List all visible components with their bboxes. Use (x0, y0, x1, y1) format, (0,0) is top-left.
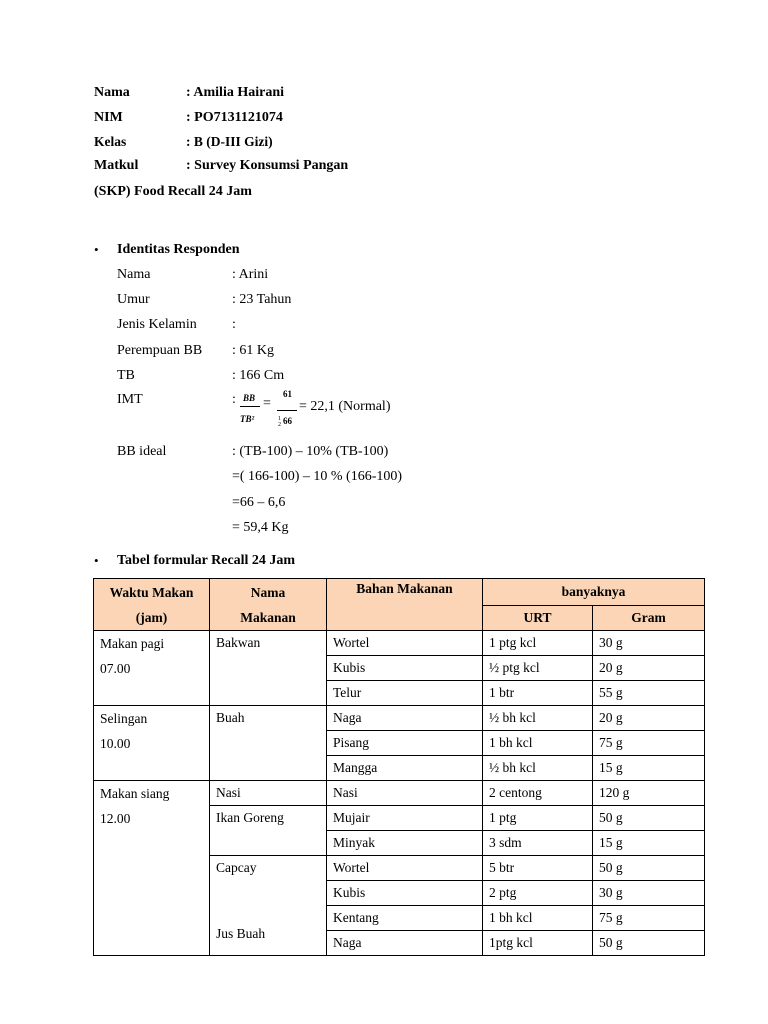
urt-cell: 1 ptg kcl (483, 631, 593, 656)
imt-denominator-small-2: 2 (278, 422, 281, 428)
age-label: Umur (117, 292, 150, 307)
urt-cell: 2 ptg (483, 881, 593, 906)
gram-cell: 20 g (593, 656, 705, 681)
urt-cell: 1 btr (483, 681, 593, 706)
imt-equals: = (263, 396, 271, 411)
ingredient-cell: Naga (327, 931, 483, 956)
ingredient-cell: Kubis (327, 881, 483, 906)
gram-cell: 20 g (593, 706, 705, 731)
ingredient-cell: Nasi (327, 781, 483, 806)
urt-cell: 2 centong (483, 781, 593, 806)
weight-value: : 61 Kg (232, 343, 274, 358)
col-header-food-name-line1: Nama (250, 584, 286, 600)
urt-cell: 3 sdm (483, 831, 593, 856)
ingredient-cell: Mangga (327, 756, 483, 781)
table-row (94, 781, 705, 806)
urt-cell: 1 bh kcl (483, 906, 593, 931)
meal-time-cell (94, 781, 210, 956)
urt-cell: ½ bh kcl (483, 706, 593, 731)
course-value: : Survey Konsumsi Pangan (186, 158, 349, 173)
imt-denominator-small: 1 (278, 416, 281, 422)
imt-denominator-66: 66 (283, 416, 292, 426)
meal-time-name: Selingan (100, 711, 148, 726)
ingredient-cell: Naga (327, 706, 483, 731)
imt-fraction-line-2 (277, 410, 297, 411)
name-label: Nama (94, 85, 130, 100)
ingredient-cell: Minyak (327, 831, 483, 856)
gram-cell: 120 g (593, 781, 705, 806)
height-label: TB (117, 368, 135, 383)
table-row (94, 631, 705, 656)
imt-numerator-bb: BB (243, 393, 256, 403)
bullet-icon: • (94, 553, 99, 568)
table-section-title: Tabel formular Recall 24 Jam (117, 553, 296, 568)
respondent-name-value: : Arini (232, 267, 269, 282)
ideal-weight-line: =( 166-100) – 10 % (166-100) (232, 469, 403, 484)
food-name-cell (210, 856, 327, 956)
ideal-weight-result: = 59,4 Kg (232, 520, 289, 535)
name-value: : Amilia Hairani (186, 85, 284, 100)
ingredient-cell: Kubis (327, 656, 483, 681)
imt-label: IMT (117, 392, 143, 407)
urt-cell: 1ptg kcl (483, 931, 593, 956)
table-row (94, 706, 705, 731)
height-value: : 166 Cm (232, 368, 285, 383)
urt-cell: ½ ptg kcl (483, 656, 593, 681)
col-header-urt: URT (483, 606, 593, 631)
imt-numerator-61: 61 (283, 389, 292, 399)
gram-cell: 50 g (593, 856, 705, 881)
nim-value: : PO7131121074 (186, 110, 283, 125)
urt-cell: 1 bh kcl (483, 731, 593, 756)
food-name-spacer (216, 878, 320, 924)
col-header-gram: Gram (593, 606, 705, 631)
gram-cell: 75 g (593, 906, 705, 931)
meal-time-cell (94, 631, 210, 706)
col-header-food-name-line2: Makanan (240, 609, 296, 625)
ingredient-cell: Wortel (327, 856, 483, 881)
food-name-cell: Nasi (210, 781, 327, 806)
meal-time-name: Makan pagi (100, 636, 165, 651)
food-name-jus-buah: Jus Buah (216, 926, 266, 941)
gram-cell: 55 g (593, 681, 705, 706)
food-name-capcay: Capcay (216, 860, 257, 875)
meal-time-hour: 07.00 (100, 661, 131, 676)
ingredient-cell: Mujair (327, 806, 483, 831)
gram-cell: 50 g (593, 931, 705, 956)
col-header-meal-time (94, 579, 210, 631)
food-recall-table (93, 578, 705, 956)
col-header-food-name (210, 579, 327, 631)
ingredient-cell: Telur (327, 681, 483, 706)
food-name-cell: Ikan Goreng (210, 806, 327, 856)
table-header-row (94, 579, 705, 606)
ideal-weight-line: : (TB-100) – 10% (TB-100) (232, 444, 389, 459)
urt-cell: 1 ptg (483, 806, 593, 831)
course-label: Matkul (94, 158, 139, 173)
gram-cell: 15 g (593, 756, 705, 781)
respondent-section-title: Identitas Responden (117, 242, 240, 257)
meal-time-hour: 12.00 (100, 811, 131, 826)
imt-colon: : (232, 392, 236, 407)
gram-cell: 30 g (593, 881, 705, 906)
gram-cell: 50 g (593, 806, 705, 831)
ideal-weight-label: BB ideal (117, 444, 167, 459)
class-label: Kelas (94, 134, 127, 149)
bullet-icon: • (94, 242, 99, 257)
col-header-meal-time-line1: Waktu Makan (109, 584, 194, 600)
meal-time-cell (94, 706, 210, 781)
meal-time-hour: 10.00 (100, 736, 131, 751)
gender-label: Jenis Kelamin (117, 317, 197, 332)
weight-label: Perempuan BB (117, 343, 203, 358)
gram-cell: 15 g (593, 831, 705, 856)
ingredient-cell: Pisang (327, 731, 483, 756)
imt-result: = 22,1 (Normal) (299, 399, 391, 414)
ideal-weight-line: =66 – 6,6 (232, 495, 286, 510)
class-value: : B (D-III Gizi) (186, 134, 273, 149)
imt-denominator-tb: TB² (240, 414, 255, 424)
ingredient-cell: Kentang (327, 906, 483, 931)
ingredient-cell: Wortel (327, 631, 483, 656)
col-header-ingredient: Bahan Makanan (327, 579, 483, 631)
imt-fraction-line-1 (240, 406, 260, 407)
gram-cell: 30 g (593, 631, 705, 656)
col-header-amount: banyaknya (483, 579, 705, 606)
gender-value: : (232, 317, 236, 332)
respondent-name-label: Nama (117, 267, 151, 282)
urt-cell: 5 btr (483, 856, 593, 881)
food-name-cell: Buah (210, 706, 327, 781)
col-header-meal-time-line2: (jam) (135, 609, 168, 625)
meal-time-name: Makan siang (100, 786, 170, 801)
food-name-cell: Bakwan (210, 631, 327, 706)
nim-label: NIM (94, 110, 123, 125)
gram-cell: 75 g (593, 731, 705, 756)
urt-cell: ½ bh kcl (483, 756, 593, 781)
document-subtitle: (SKP) Food Recall 24 Jam (94, 184, 252, 199)
age-value: : 23 Tahun (232, 292, 292, 307)
